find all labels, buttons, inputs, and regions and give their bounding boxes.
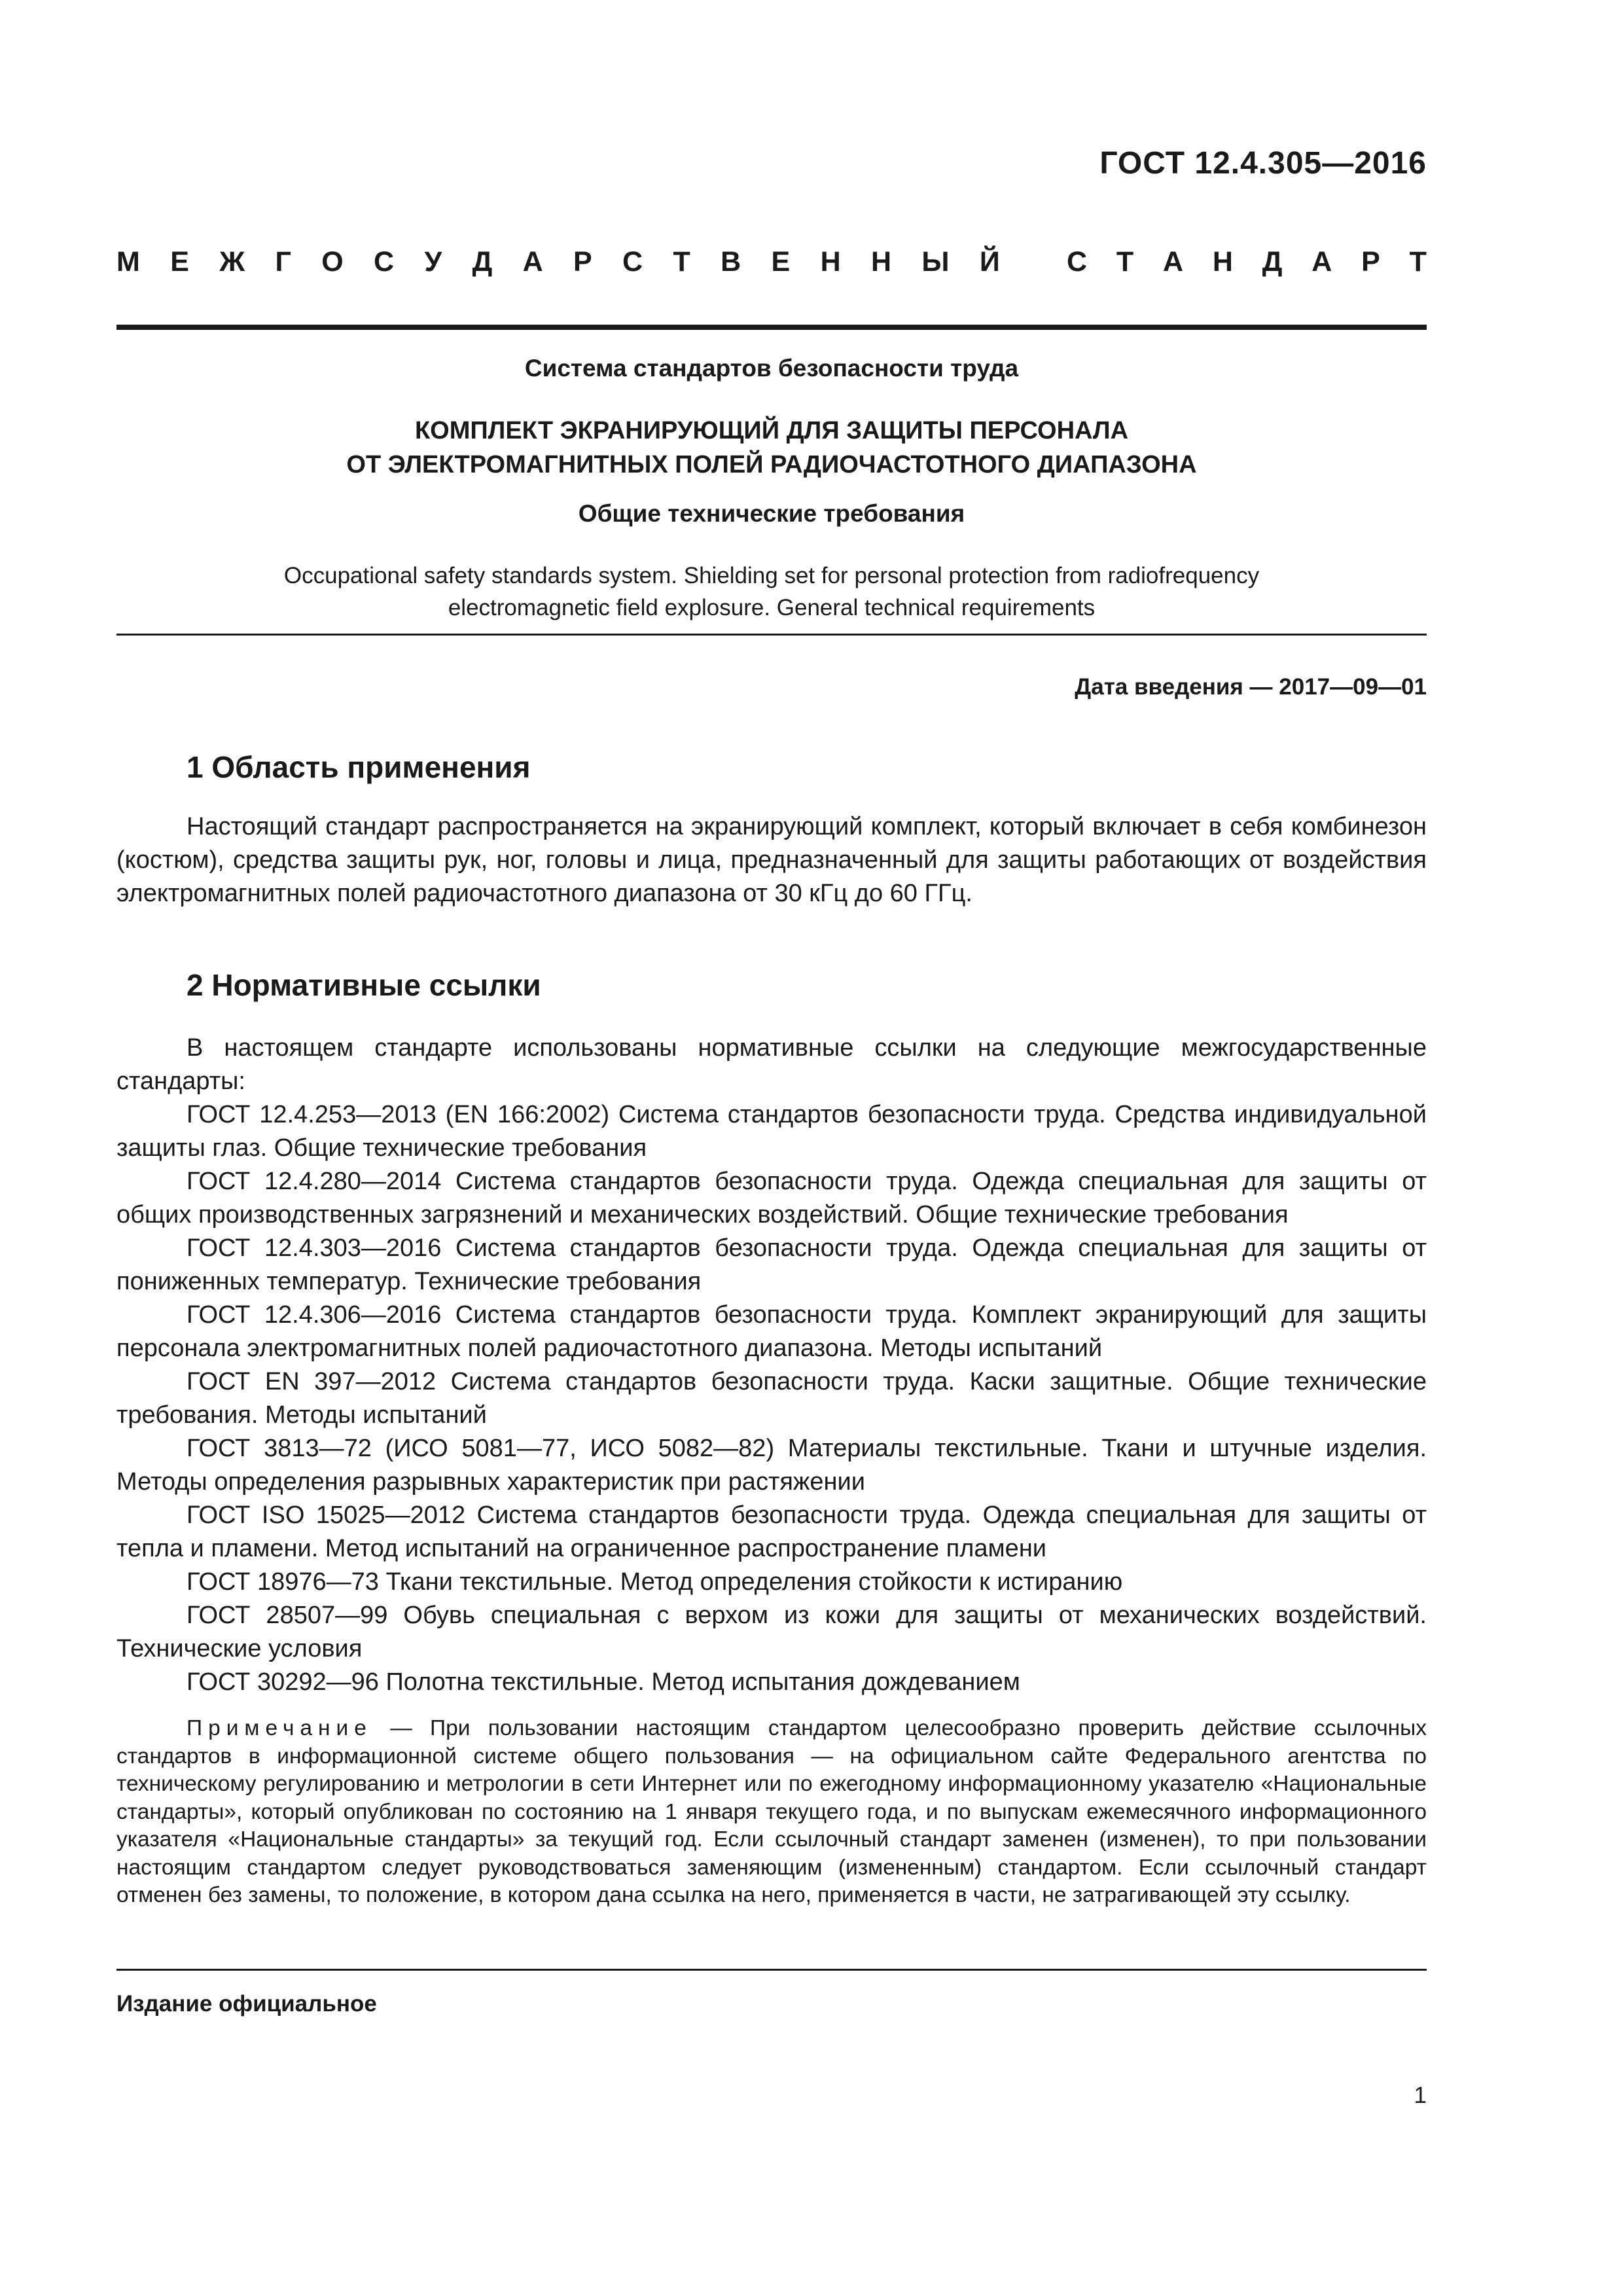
section-1-heading: 1 Область применения <box>187 750 531 784</box>
heading-letter: Д <box>472 246 493 278</box>
section-2-body <box>116 1031 1427 1699</box>
reference-item: ГОСТ 12.4.303—2016 Система стандартов безопасности труда. Одежда специальная для защиты от пониженных температур. Технические требования <box>116 1234 1427 1295</box>
title-line: ОТ ЭЛЕКТРОМАГНИТНЫХ ПОЛЕЙ РАДИОЧАСТОТНОГО ДИАПАЗОНА <box>346 451 1197 478</box>
heading-letter: А <box>522 246 543 278</box>
heading-letter: Е <box>771 246 791 278</box>
english-title-line: Occupational safety standards system. Shielding set for personal protection from radiofrequency <box>283 563 1260 588</box>
reference-item: ГОСТ 18976—73 Ткани текстильные. Метод определения стойкости к истиранию <box>187 1568 1123 1596</box>
paragraph: Настоящий стандарт распространяется на экранирующий комплект, который включает в себя комбинезон (костюм), средства защиты рук, ног, головы и лица, предназначенный для защиты работающих от воздействия электромагнитных полей радиочастотного диапазона от 30 кГц до 60 ГГц. <box>116 813 1427 907</box>
note <box>116 1715 1427 1910</box>
page-number: 1 <box>1414 2083 1427 2108</box>
interstate-standard-heading <box>116 246 1427 278</box>
heading-letter: Т <box>1409 246 1427 278</box>
document-title <box>116 414 1427 482</box>
section-2-heading: 2 Нормативные ссылки <box>187 968 541 1002</box>
english-title <box>116 560 1427 624</box>
note-block <box>116 1715 1427 1910</box>
reference-item: ГОСТ 28507—99 Обувь специальная с верхом из кожи для защиты от механических воздействий. Технические условия <box>116 1602 1427 1662</box>
heading-letter: Ж <box>219 246 245 278</box>
standards-system-title: Система стандартов безопасности труда <box>524 355 1019 382</box>
heading-letter: Н <box>1212 246 1233 278</box>
heading-letter: Р <box>573 246 592 278</box>
heading-letter: Й <box>979 246 1000 278</box>
heading-letter: А <box>1311 246 1332 278</box>
paragraph: В настоящем стандарте использованы нормативные ссылки на следующие межгосударственные стандарты: <box>116 1034 1427 1095</box>
heading-letter: Е <box>170 246 189 278</box>
reference-item: ГОСТ 3813—72 (ИСО 5081—77, ИСО 5082—82) Материалы текстильные. Ткани и штучные изделия. Методы определения разрывных характеристик при растяжении <box>116 1435 1427 1496</box>
heading-letter: Д <box>1262 246 1283 278</box>
standard-word <box>1067 246 1427 278</box>
note-text: — При пользовании настоящим стандартом целесообразно проверить действие ссылочных стандартов в информационной системе общего пользования — на официальном сайте Федерального агентства по техническому регулированию и метрологии в сети Интернет или по ежегодному информационному указателю «Национальные стандарты», который опубликован по состоянию на 1 января текущего года, и по выпускам ежемесячного информационного указателя «Национальные стандарты» за текущий год. Если ссылочный стандарт заменен (изменен), то при пользовании настоящим стандартом следует руководствоваться заменяющим (измененным) стандартом. Если ссылочный стандарт отменен без замены, то положение, в котором дана ссылка на него, применяется в части, не затрагивающей эту ссылку. <box>116 1716 1427 1907</box>
standard-code: ГОСТ 12.4.305—2016 <box>1099 146 1427 181</box>
reference-item: ГОСТ 30292—96 Полотна текстильные. Метод испытания дождеванием <box>187 1668 1020 1696</box>
heading-letter: С <box>374 246 395 278</box>
section-1-body <box>116 810 1427 910</box>
heading-letter: У <box>424 246 442 278</box>
heading-letter: О <box>321 246 344 278</box>
heading-letter: С <box>622 246 643 278</box>
heading-letter: Ы <box>921 246 950 278</box>
reference-item: ГОСТ 12.4.306—2016 Система стандартов безопасности труда. Комплект экранирующий для защиты персонала электромагнитных полей радиочастотного диапазона. Методы испытаний <box>116 1301 1427 1362</box>
heading-letter: М <box>116 246 140 278</box>
heading-letter: Т <box>673 246 690 278</box>
reference-item: ГОСТ 12.4.253—2013 (EN 166:2002) Система стандартов безопасности труда. Средства индивидуальной защиты глаз. Общие технические требования <box>116 1101 1427 1162</box>
official-edition-label: Издание официальное <box>116 1991 377 2017</box>
header-rule <box>116 325 1427 330</box>
footer-rule <box>116 1969 1427 1971</box>
english-title-line: electromagnetic field explosure. General technical requirements <box>448 595 1096 620</box>
heading-letter: Р <box>1361 246 1380 278</box>
heading-letter: Н <box>820 246 841 278</box>
note-label: Примечание <box>187 1716 372 1740</box>
interstate-word <box>116 246 1000 278</box>
heading-letter: Т <box>1116 246 1134 278</box>
reference-item: ГОСТ 12.4.280—2014 Система стандартов безопасности труда. Одежда специальная для защиты от общих производственных загрязнений и механических воздействий. Общие технические требования <box>116 1168 1427 1229</box>
heading-letter: Г <box>275 246 291 278</box>
heading-letter: В <box>721 246 741 278</box>
reference-item: ГОСТ ISO 15025—2012 Система стандартов безопасности труда. Одежда специальная для защиты от тепла и пламени. Метод испытаний на ограниченное распространение пламени <box>116 1501 1427 1562</box>
heading-letter: Н <box>870 246 892 278</box>
reference-item: ГОСТ EN 397—2012 Система стандартов безопасности труда. Каски защитные. Общие технические требования. Методы испытаний <box>116 1368 1427 1429</box>
title-line: КОМПЛЕКТ ЭКРАНИРУЮЩИЙ ДЛЯ ЗАЩИТЫ ПЕРСОНАЛА <box>414 417 1129 444</box>
document-subtitle: Общие технические требования <box>578 500 965 527</box>
introduction-date: Дата введения — 2017—09—01 <box>1075 674 1427 700</box>
heading-letter: А <box>1163 246 1184 278</box>
title-rule <box>116 634 1427 636</box>
heading-letter: С <box>1067 246 1088 278</box>
